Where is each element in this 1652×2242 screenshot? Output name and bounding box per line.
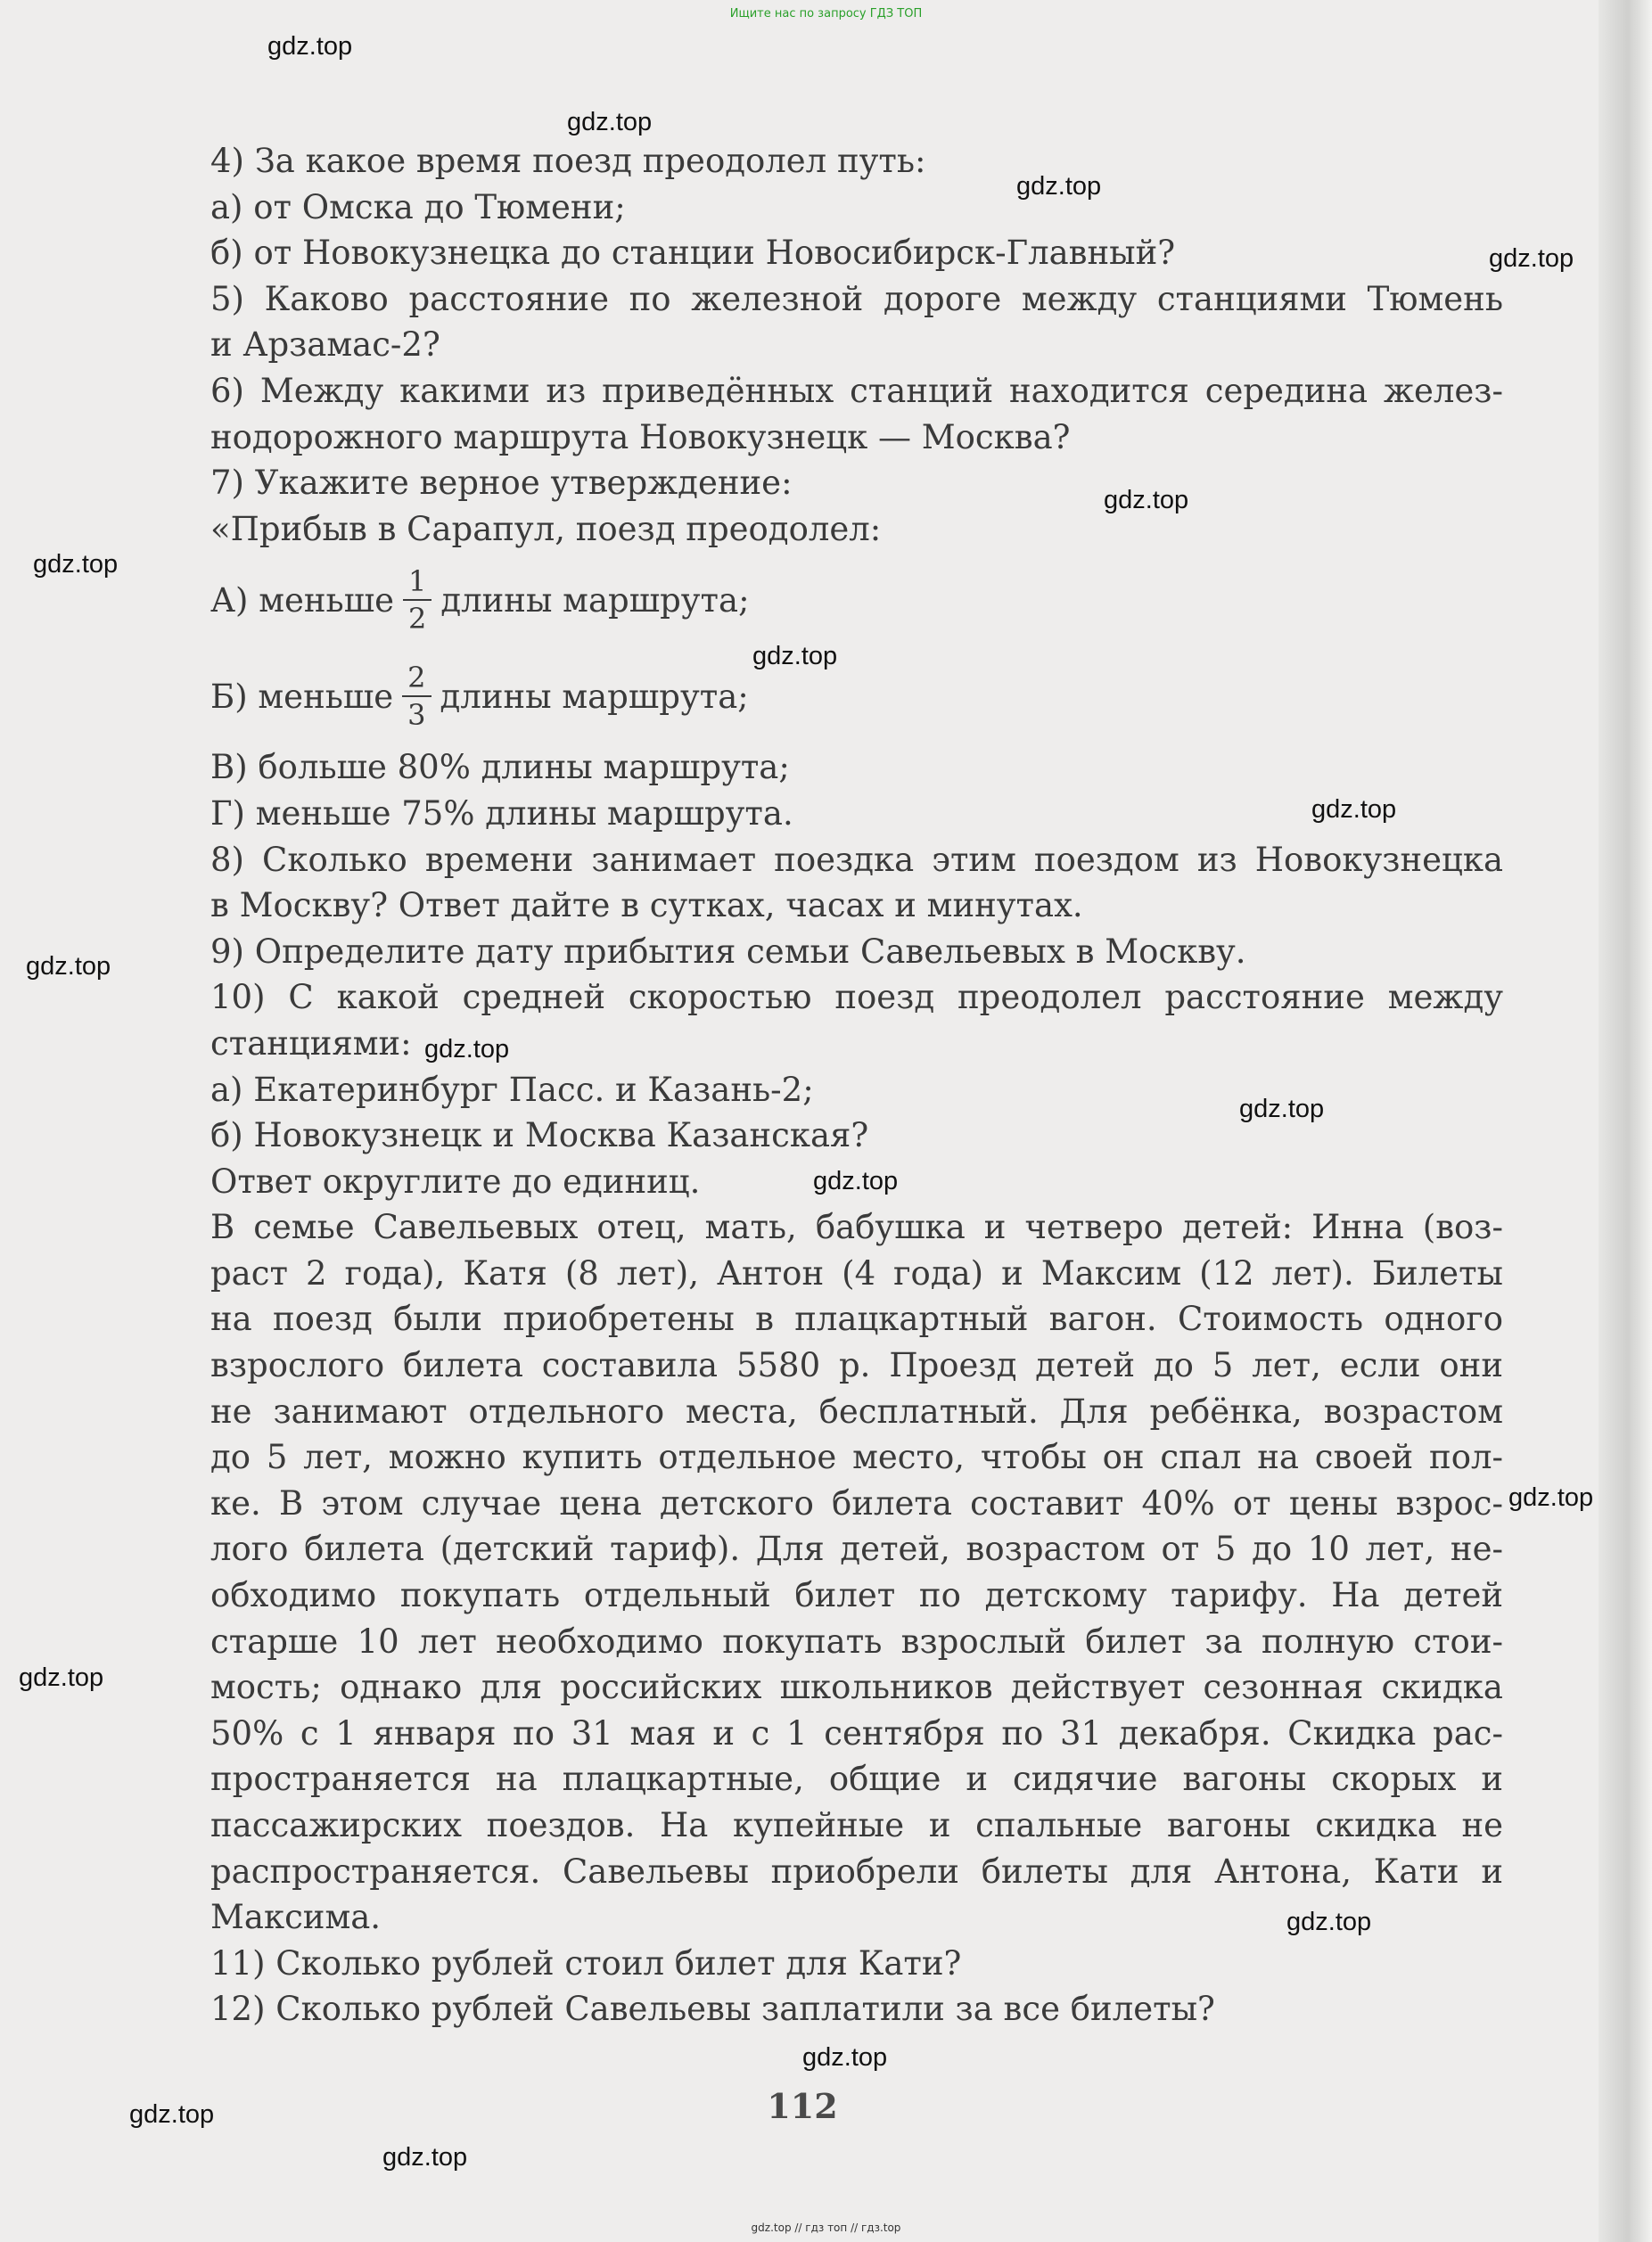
paragraph-line: раст 2 года), Катя (8 лет), Антон (4 года) и Максим (12 лет). Билеты	[210, 1253, 1503, 1293]
option-b	[210, 648, 1503, 744]
fraction-denominator: 2	[408, 602, 427, 636]
watermark: gdz.top	[802, 2043, 888, 2072]
fraction-numerator: 1	[403, 563, 431, 601]
question-6: 6) Между какими из приведённых станций находится середина желез-	[210, 371, 1503, 410]
rounding-note: Ответ округлите до единиц.	[210, 1162, 701, 1201]
fraction-numerator: 2	[402, 660, 431, 697]
question-6-cont: нодорожного маршрута Новокузнецк — Москва?	[210, 417, 1071, 456]
paragraph-line: 50% с 1 января по 31 мая и с 1 сентября по 31 декабря. Скидка рас-	[210, 1713, 1503, 1753]
question-5: 5) Каково расстояние по железной дороге между станциями Тюмень	[210, 279, 1503, 318]
option-g: Г) меньше 75% длины маршрута.	[210, 793, 793, 833]
header-banner: Ищите нас по запросу ГДЗ ТОП	[729, 7, 923, 21]
watermark: gdz.top	[33, 550, 119, 579]
question-4b: б) от Новокузнецка до станции Новосибирск-Главный?	[210, 234, 1176, 273]
watermark: gdz.top	[1016, 172, 1102, 201]
question-11: 11) Сколько рублей стоил билет для Кати?	[210, 1943, 962, 1983]
option-v: В) больше 80% длины маршрута;	[210, 748, 790, 787]
watermark: gdz.top	[813, 1167, 899, 1195]
page-number: 112	[767, 2086, 838, 2126]
watermark: gdz.top	[1104, 486, 1189, 514]
paragraph-line: старше 10 лет необходимо покупать взрослый билет за полную стои-	[210, 1622, 1503, 1661]
watermark: gdz.top	[1489, 244, 1574, 273]
paragraph-line: обходимо покупать отдельный билет по детскому тарифу. На детей	[210, 1576, 1503, 1615]
watermark: gdz.top	[567, 108, 653, 136]
option-a-suffix: длины маршрута;	[440, 580, 750, 620]
question-8-cont: в Москву? Ответ дайте в сутках, часах и минутах.	[210, 886, 1083, 925]
option-a-prefix: А) меньше	[210, 580, 394, 620]
watermark: gdz.top	[1508, 1483, 1594, 1512]
paragraph-line: Максима.	[210, 1898, 382, 1937]
paragraph-line: взрослого билета составила 5580 р. Проезд детей до 5 лет, если они	[210, 1346, 1503, 1385]
watermark: gdz.top	[26, 952, 111, 981]
paragraph-line: до 5 лет, можно купить отдельное место, чтобы он спал на своей пол-	[210, 1438, 1503, 1477]
question-10b: б) Новокузнецк и Москва Казанская?	[210, 1116, 869, 1155]
fraction-denominator: 3	[407, 698, 426, 733]
watermark: gdz.top	[1286, 1908, 1372, 1936]
paragraph-line: мость; однако для российских школьников действует сезонная скидка	[210, 1668, 1503, 1707]
question-7-quote: «Прибыв в Сарапул, поезд преодолел:	[210, 509, 882, 548]
watermark: gdz.top	[19, 1663, 104, 1692]
fraction-two-thirds	[402, 660, 431, 733]
question-8: 8) Сколько времени занимает поездка этим поездом из Новокузнецка	[210, 840, 1503, 879]
question-12: 12) Сколько рублей Савельевы заплатили за все билеты?	[210, 1990, 1215, 2029]
option-b-prefix: Б) меньше	[210, 677, 394, 716]
fraction-one-half	[403, 563, 431, 636]
paragraph-line: ке. В этом случае цена детского билета составит 40% от цены взрос-	[210, 1483, 1503, 1523]
question-9: 9) Определите дату прибытия семьи Савельевых в Москву.	[210, 932, 1246, 971]
paragraph-line: не занимают отдельного места, бесплатный. Для ребёнка, возрастом	[210, 1392, 1503, 1431]
watermark: gdz.top	[424, 1035, 510, 1064]
watermark: gdz.top	[752, 642, 838, 670]
paragraph-line: В семье Савельевых отец, мать, бабушка и четверо детей: Инна (воз-	[210, 1208, 1503, 1247]
paragraph-line: распространяется. Савельевы приобрели билеты для Антона, Кати и	[210, 1852, 1503, 1891]
question-4a: а) от Омска до Тюмени;	[210, 187, 626, 226]
question-4: 4) За какое время поезд преодолел путь:	[210, 142, 926, 180]
page-content	[210, 138, 1503, 2033]
page-edge-shadow	[1599, 0, 1652, 2242]
footer-banner: gdz.top // гдз топ // гдз.top	[751, 2221, 901, 2234]
paragraph-line: на поезд были приобретены в плацкартный вагон. Стоимость одного	[210, 1300, 1503, 1339]
question-5-cont: и Арзамас-2?	[210, 325, 440, 365]
question-10a: а) Екатеринбург Пасс. и Казань-2;	[210, 1070, 814, 1109]
question-10: 10) С какой средней скоростью поезд преодолел расстояние между	[210, 978, 1503, 1017]
watermark: gdz.top	[1239, 1095, 1325, 1123]
watermark: gdz.top	[267, 32, 353, 61]
option-b-suffix: длины маршрута;	[440, 677, 749, 716]
question-10-cont: станциями:	[210, 1023, 412, 1063]
question-7: 7) Укажите верное утверждение:	[210, 464, 793, 503]
watermark: gdz.top	[1311, 795, 1397, 824]
paragraph-line: пространяется на плацкартные, общие и сидячие вагоны скорых и	[210, 1760, 1503, 1799]
watermark: gdz.top	[129, 2100, 215, 2129]
watermark: gdz.top	[382, 2143, 468, 2172]
paragraph-line: пассажирских поездов. На купейные и спальные вагоны скидка не	[210, 1806, 1503, 1844]
option-a	[210, 552, 1503, 648]
paragraph-line: лого билета (детский тариф). Для детей, возрастом от 5 до 10 лет, не-	[210, 1530, 1503, 1569]
